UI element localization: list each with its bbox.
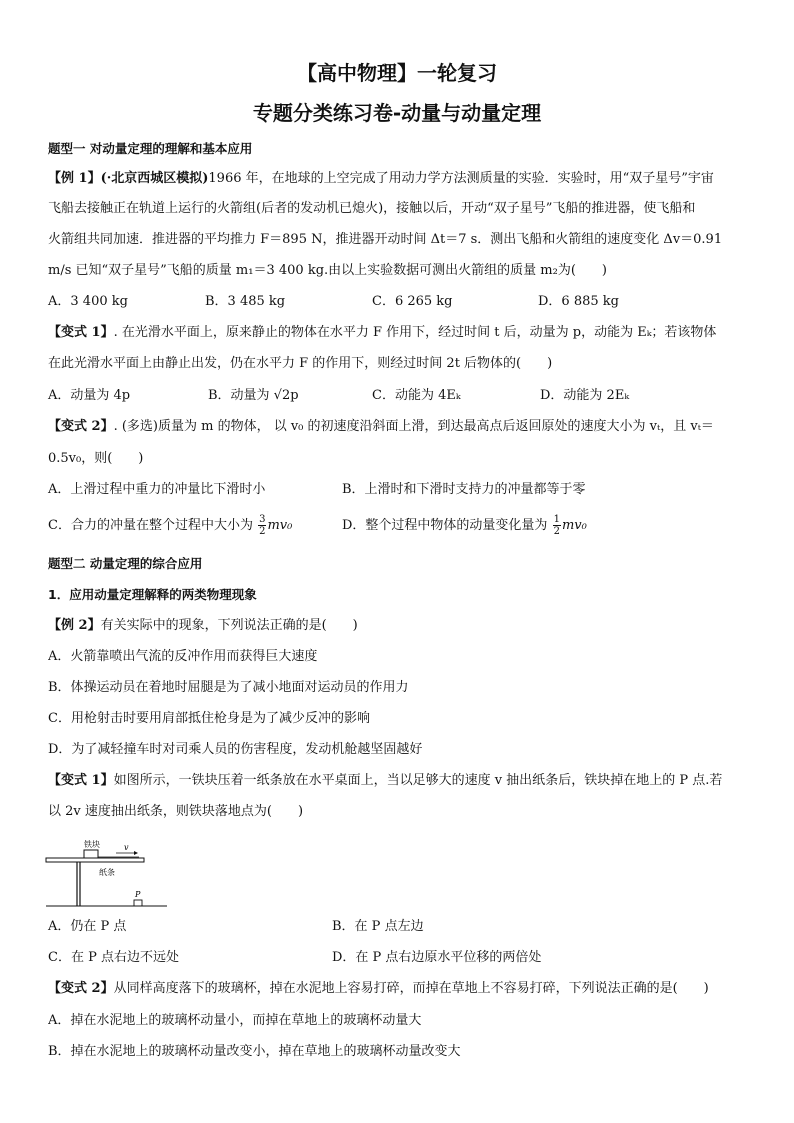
variant-3-option-a: A．仍在 P 点 bbox=[48, 919, 127, 934]
section-heading-1: 题型一 对动量定理的理解和基本应用 bbox=[48, 141, 253, 156]
example-2-tag: 【例 2】 bbox=[48, 618, 101, 633]
variant-2-tag: 【变式 2】 bbox=[48, 419, 114, 434]
variant-2-option-c bbox=[48, 514, 292, 537]
example-2-text-1: 有关实际中的现象，下列说法正确的是( ) bbox=[100, 618, 358, 633]
variant-3-text-1: 如图所示，一铁块压着一纸条放在水平桌面上，当以足够大的速度 v 抽出纸条后，铁块掉在地上的 P 点.若 bbox=[113, 773, 723, 788]
fraction bbox=[553, 514, 561, 537]
example-2-line-1 bbox=[48, 617, 758, 635]
fraction-denominator: 2 bbox=[553, 526, 560, 537]
example-1-tag: 【例 1】 bbox=[48, 171, 101, 186]
iron-block-diagram bbox=[44, 840, 169, 910]
variant-2-option-a: A．上滑过程中重力的冲量比下滑时小 bbox=[48, 482, 266, 497]
variant-2-option-d-tail: mv₀ bbox=[561, 518, 587, 533]
variant-1-option-b: B．动量为 √2p bbox=[208, 388, 299, 403]
variant-2-line-2: 0.5v₀，则( ) bbox=[48, 451, 144, 466]
variant-2-option-d-text: D．整个过程中物体的动量变化量为 bbox=[342, 518, 548, 533]
variant-3-option-d: D．在 P 点右边原水平位移的两倍处 bbox=[332, 950, 542, 965]
example-2-option-d: D．为了减轻撞车时对司乘人员的伤害程度，发动机舱越坚固越好 bbox=[48, 742, 423, 757]
variant-4-option-a: A．掉在水泥地上的玻璃杯动量小，而掉在草地上的玻璃杯动量大 bbox=[48, 1013, 422, 1028]
section-heading-2: 题型二 动量定理的综合应用 bbox=[48, 556, 203, 571]
document-title: 【高中物理】一轮复习 bbox=[297, 61, 497, 85]
landing-point-marker bbox=[134, 900, 142, 906]
example-2-option-a: A．火箭靠喷出气流的反冲作用而获得巨大速度 bbox=[48, 649, 318, 664]
variant-3-option-b: B．在 P 点左边 bbox=[332, 919, 424, 934]
label-block: 铁块 bbox=[84, 840, 100, 849]
example-1-line-4: m/s 已知“双子星号”飞船的质量 m₁＝3 400 kg.由以上实验数据可测出火箭组的质量 m₂为( ) bbox=[48, 263, 607, 278]
variant-3-option-c: C．在 P 点右边不远处 bbox=[48, 950, 179, 965]
example-1-option-c: C．6 265 kg bbox=[372, 294, 453, 309]
table-top bbox=[46, 858, 144, 862]
arrow-head-icon bbox=[134, 851, 138, 855]
fraction-denominator: 2 bbox=[259, 526, 266, 537]
example-1-line-1 bbox=[48, 170, 758, 188]
example-2-option-b: B．体操运动员在着地时屈腿是为了减小地面对运动员的作用力 bbox=[48, 680, 409, 695]
fraction bbox=[258, 514, 266, 537]
label-point: P bbox=[135, 890, 141, 899]
variant-1-line-1 bbox=[48, 324, 758, 342]
example-1-line-3: 火箭组共同加速．推进器的平均推力 F＝895 N，推进器开动时间 Δt＝7 s．测出飞船和火箭组的速度变化 Δv＝0.91 bbox=[48, 232, 723, 247]
label-strip: 纸条 bbox=[99, 868, 115, 877]
variant-1-text-1: . 在光滑水平面上，原来静止的物体在水平力 F 作用下，经过时间 t 后，动量为 p，动能为 Eₖ；若该物体 bbox=[113, 325, 717, 340]
example-2-option-c: C．用枪射击时要用肩部抵住枪身是为了减少反冲的影响 bbox=[48, 711, 370, 726]
label-velocity: v bbox=[124, 843, 129, 852]
fraction-numerator: 1 bbox=[553, 514, 560, 525]
variant-2-option-b: B．上滑时和下滑时支持力的冲量都等于零 bbox=[342, 482, 586, 497]
variant-3-tag: 【变式 1】 bbox=[48, 773, 114, 788]
variant-1-line-2: 在此光滑水平面上由静止出发，仍在水平力 F 的作用下，则经过时间 2t 后物体的( ) bbox=[48, 356, 553, 371]
variant-2-line-1 bbox=[48, 418, 758, 436]
variant-2-text-1: . (多选)质量为 m 的物体， 以 v₀ 的初速度沿斜面上滑，到达最高点后返回原处的速度大小为 vₜ，且 vₜ＝ bbox=[113, 419, 714, 434]
variant-3-line-1 bbox=[48, 772, 758, 790]
example-1-line-2: 飞船去接触正在轨道上运行的火箭组(后者的发动机已熄火)，接触以后，开动“双子星号”飞船的推进器，使飞船和 bbox=[48, 201, 696, 216]
variant-1-option-c: C．动能为 4Eₖ bbox=[372, 388, 461, 403]
example-1-text-1: 1966 年，在地球的上空完成了用动力学方法测质量的实验．实验时，用“双子星号”宇宙 bbox=[208, 171, 714, 186]
variant-2-option-c-tail: mv₀ bbox=[267, 518, 293, 533]
variant-2-option-d bbox=[342, 514, 587, 537]
variant-1-option-d: D．动能为 2Eₖ bbox=[540, 388, 630, 403]
variant-4-text-1: 从同样高度落下的玻璃杯，掉在水泥地上容易打碎，而掉在草地上不容易打碎，下列说法正确的是( ) bbox=[113, 981, 709, 996]
section-subheading: 1．应用动量定理解释的两类物理现象 bbox=[48, 587, 257, 602]
document-subtitle: 专题分类练习卷-动量与动量定理 bbox=[252, 101, 542, 125]
variant-2-option-c-text: C．合力的冲量在整个过程中大小为 bbox=[48, 518, 253, 533]
variant-3-line-2: 以 2v 速度抽出纸条，则铁块落地点为( ) bbox=[48, 804, 304, 819]
variant-4-option-b: B．掉在水泥地上的玻璃杯动量改变小，掉在草地上的玻璃杯动量改变大 bbox=[48, 1044, 461, 1059]
example-1-source: (·北京西城区模拟) bbox=[100, 171, 209, 186]
fraction-numerator: 3 bbox=[259, 514, 266, 525]
variant-4-line-1 bbox=[48, 980, 758, 998]
variant-1-option-a: A．动量为 4p bbox=[48, 388, 131, 403]
example-1-option-a: A．3 400 kg bbox=[48, 294, 128, 309]
iron-block bbox=[84, 850, 98, 858]
variant-1-tag: 【变式 1】 bbox=[48, 325, 114, 340]
variant-4-tag: 【变式 2】 bbox=[48, 981, 114, 996]
example-1-option-b: B．3 485 kg bbox=[205, 294, 286, 309]
example-1-option-d: D．6 885 kg bbox=[538, 294, 619, 309]
